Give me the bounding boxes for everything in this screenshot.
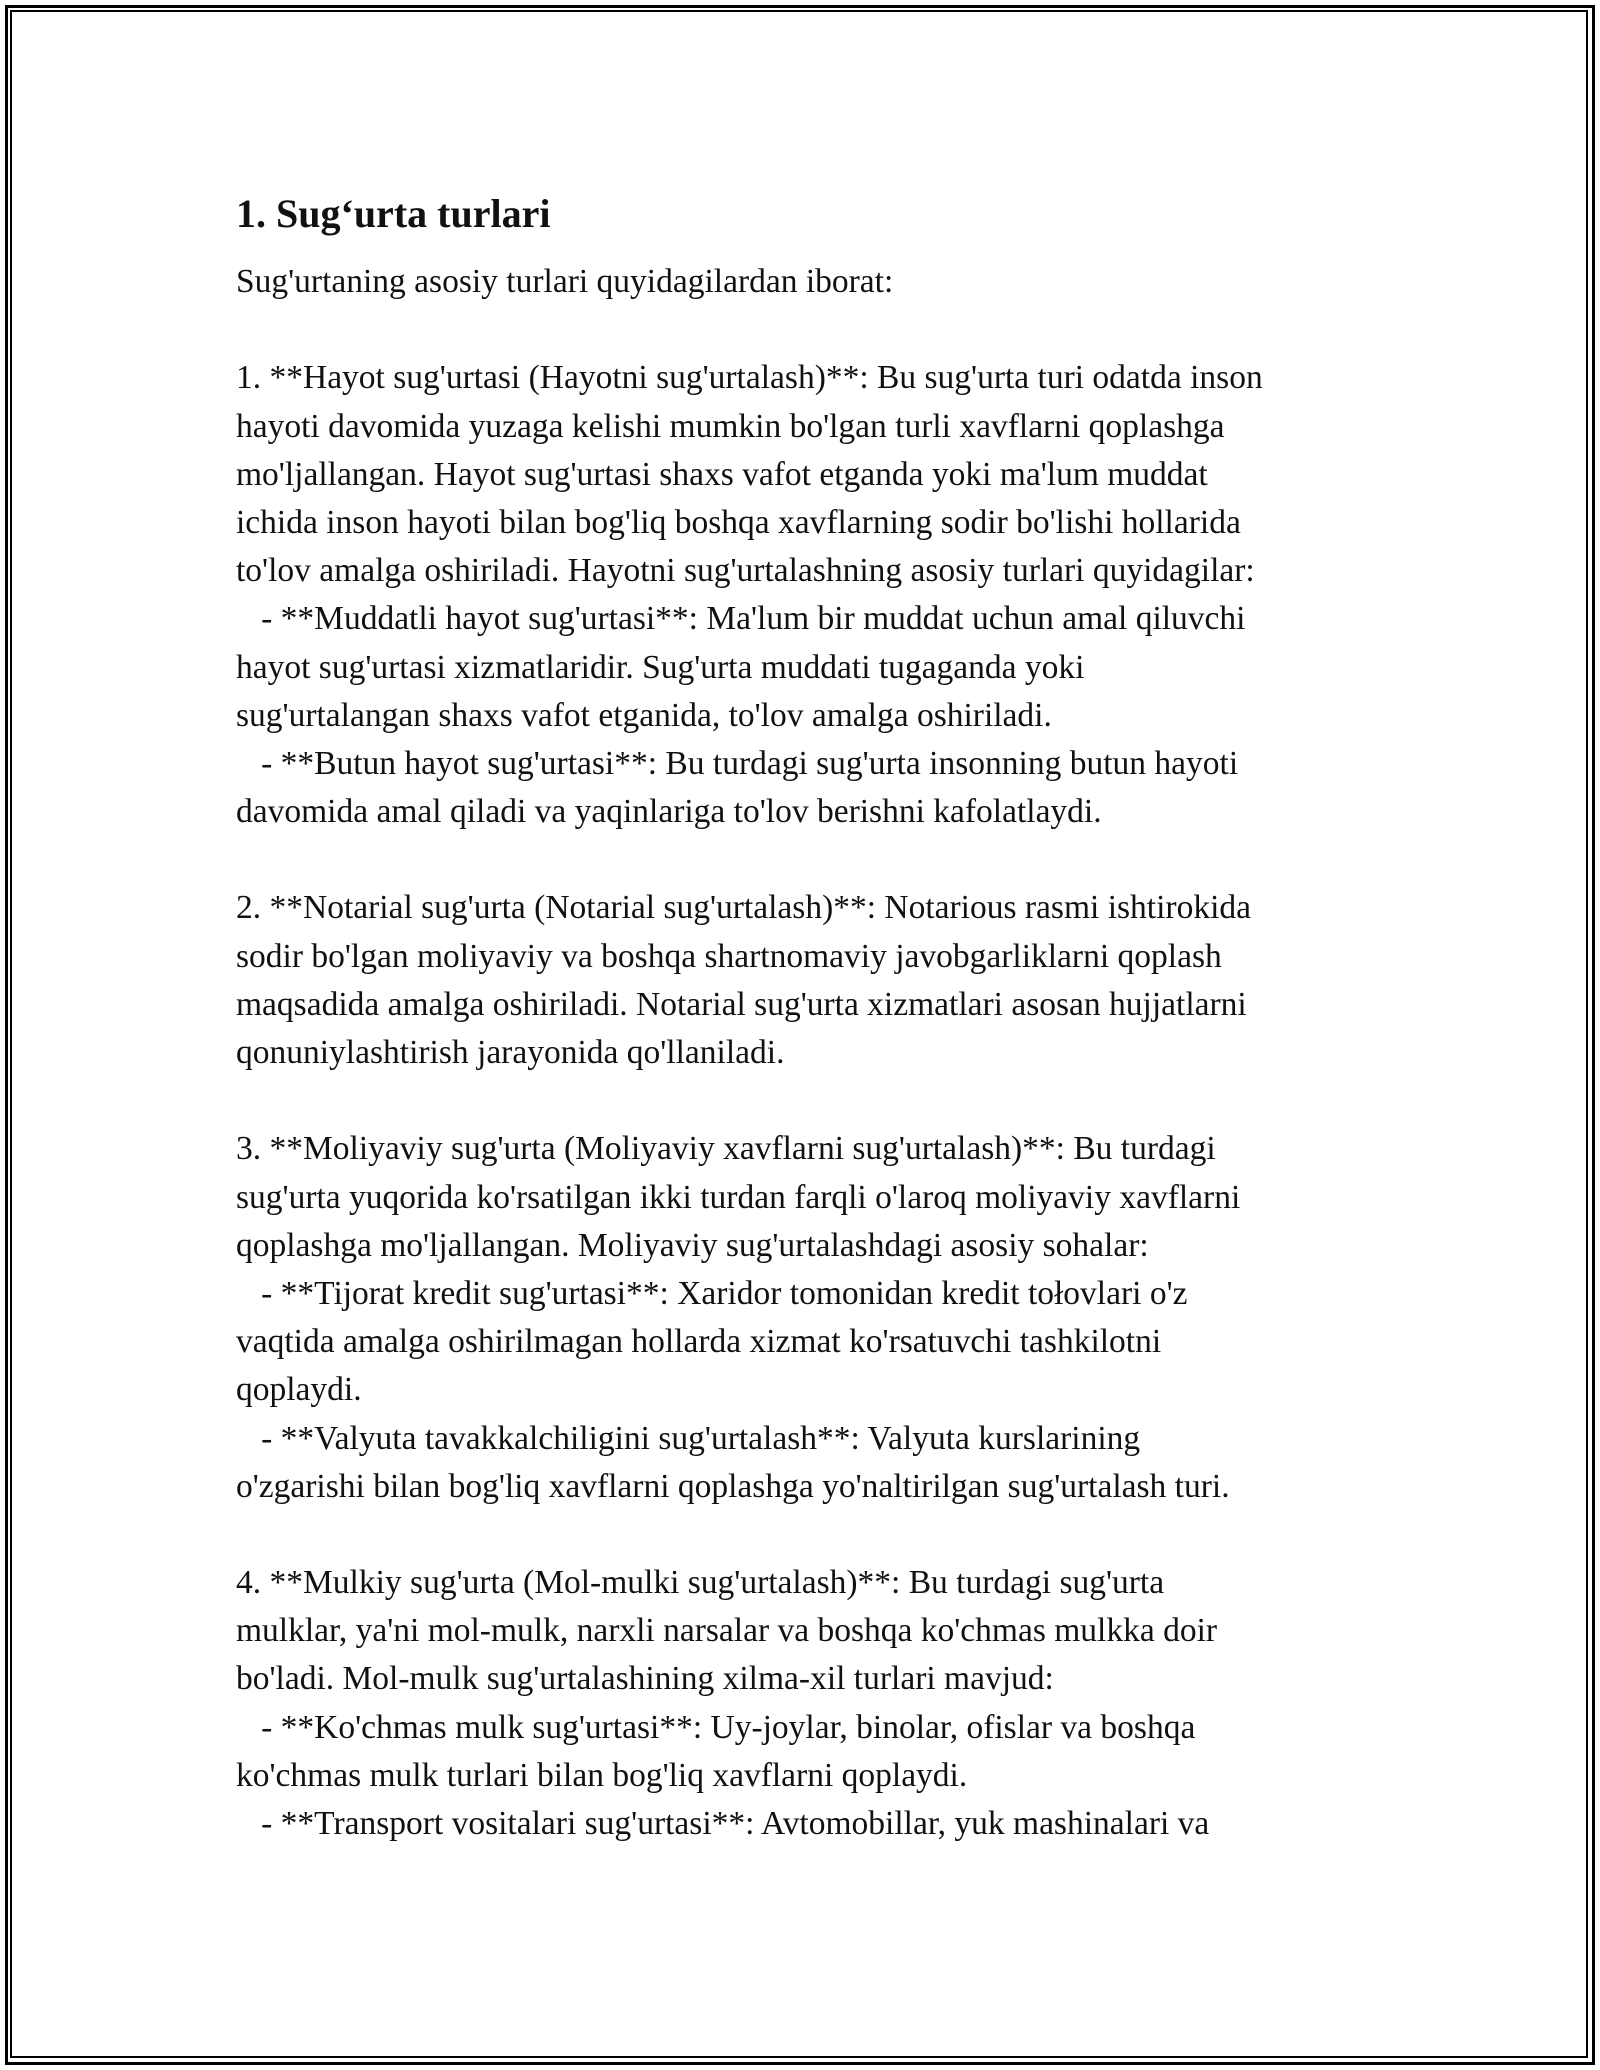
text-line: sug'urtalangan shaxs vafot etganida, to'lov amalga oshiriladi. <box>236 696 1052 734</box>
text-line: qonuniylashtirish jarayonida qo'llaniladi. <box>236 1034 785 1072</box>
text-line: ko'chmas mulk turlari bilan bog'liq xavflarni qoplaydi. <box>236 1756 968 1794</box>
text-line: mulklar, ya'ni mol-mulk, narxli narsalar va boshqa ko'chmas mulkka doir <box>236 1612 1218 1650</box>
text-line: davomida amal qiladi va yaqinlariga to'lov berishni kafolatlaydi. <box>236 793 1102 831</box>
section-3 <box>236 1125 1386 1511</box>
intro-paragraph: Sug'urtaning asosiy turlari quyidagilardan iborat: <box>236 263 894 300</box>
text-line: sug'urta yuqorida ko'rsatilgan ikki turdan farqli o'laroq moliyaviy xavflarni <box>236 1178 1241 1216</box>
text-line: 2. **Notarial sug'urta (Notarial sug'urtalash)**: Notarious rasmi ishtirokida <box>236 889 1251 927</box>
text-line: sodir bo'lgan moliyaviy va boshqa shartnomaviy javobgarliklarni qoplash <box>236 937 1222 975</box>
text-line: bo'ladi. Mol-mulk sug'urtalashining xilma-xil turlari mavjud: <box>236 1660 1054 1698</box>
section-4 <box>236 1559 1386 1848</box>
document-body <box>236 188 1386 1848</box>
text-line: - **Butun hayot sug'urtasi**: Bu turdagi sug'urta insonning butun hayoti <box>236 744 1239 782</box>
text-line: to'lov amalga oshiriladi. Hayotni sug'urtalashning asosiy turlari quyidagilar: <box>236 552 1255 590</box>
text-line: 1. **Hayot sug'urtasi (Hayotni sug'urtalash)**: Bu sug'urta turi odatda inson <box>236 359 1263 397</box>
text-line: vaqtida amalga oshirilmagan hollarda xizmat ko'rsatuvchi tashkilotni <box>236 1323 1162 1361</box>
text-line: maqsadida amalga oshiriladi. Notarial sug'urta xizmatlari asosan hujjatlarni <box>236 985 1247 1023</box>
text-line: 4. **Mulkiy sug'urta (Mol-mulki sug'urtalash)**: Bu turdagi sug'urta <box>236 1564 1165 1602</box>
text-line: hayoti davomida yuzaga kelishi mumkin bo'lgan turli xavflarni qoplashga <box>236 407 1225 445</box>
text-line: 3. **Moliyaviy sug'urta (Moliyaviy xavflarni sug'urtalash)**: Bu turdagi <box>236 1130 1216 1168</box>
section-2 <box>236 884 1386 1077</box>
text-line: qoplashga mo'ljallangan. Moliyaviy sug'urtalashdagi asosiy sohalar: <box>236 1226 1149 1264</box>
text-line: - **Transport vositalari sug'urtasi**: Avtomobillar, yuk mashinalari va <box>236 1805 1210 1843</box>
text-line: ichida inson hayoti bilan bog'liq boshqa xavflarning sodir bo'lishi hollarida <box>236 503 1241 541</box>
document-title: 1. Sug‘urta turlari <box>236 191 551 236</box>
text-line: mo'ljallangan. Hayot sug'urtasi shaxs vafot etganda yoki ma'lum muddat <box>236 455 1208 493</box>
text-line: hayot sug'urtasi xizmatlaridir. Sug'urta muddati tugaganda yoki <box>236 648 1085 686</box>
section-1 <box>236 354 1386 836</box>
text-line: - **Muddatli hayot sug'urtasi**: Ma'lum bir muddat uchun amal qiluvchi <box>236 600 1246 638</box>
text-line: - **Ko'chmas mulk sug'urtasi**: Uy-joylar, binolar, ofislar va boshqa <box>236 1708 1196 1746</box>
text-line: - **Valyuta tavakkalchiligini sug'urtalash**: Valyuta kurslarining <box>236 1419 1141 1457</box>
text-line: o'zgarishi bilan bog'liq xavflarni qoplashga yo'naltirilgan sug'urtalash turi. <box>236 1467 1230 1505</box>
text-line: - **Tijorat kredit sug'urtasi**: Xaridor tomonidan kredit tołovlari o'z <box>236 1274 1188 1312</box>
text-line: qoplaydi. <box>236 1371 362 1409</box>
